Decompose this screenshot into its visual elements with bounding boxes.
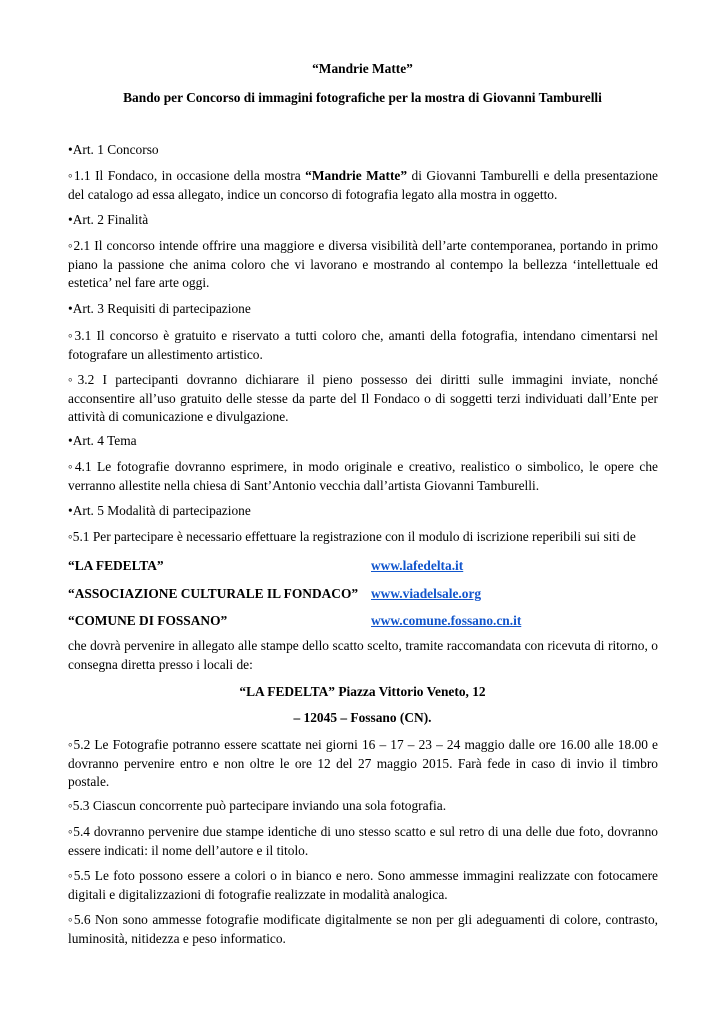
link-comune-fossano[interactable]: www.comune.fossano.cn.it [371,613,522,628]
art2-heading: •Art. 2 Finalità [68,212,149,227]
exhibition-name: “Mandrie Matte” [305,168,408,183]
document-subtitle: Bando per Concorso di immagini fotografiche per la mostra di Giovanni Tamburelli [123,90,602,105]
art5-paragraph-2: ◦5.2 Le Fotografie potranno essere scattate nei giorni 16 – 17 – 23 – 24 maggio dalle ore 16.00 alle 18.00 e dovranno pervenire entro e non oltre le ore 12 del 27 maggio 2015. Farà fede in caso di invio il timbro postale. [68,737,658,790]
art5-paragraph-1-continued: che dovrà pervenire in allegato alle stampe dello scatto scelto, tramite raccomandata con ricevuta di ritorno, o consegna diretta presso i locali de: [68,638,658,672]
address-line-2: – 12045 – Fossano (CN). [293,710,432,725]
link-viadelsale[interactable]: www.viadelsale.org [371,586,482,601]
link-lafedelta[interactable]: www.lafedelta.it [371,558,464,573]
art1-p1-text: ◦1.1 Il Fondaco, in occasione della mostra [68,168,306,183]
art5-paragraph-4: ◦5.4 dovranno pervenire due stampe identiche di uno stesso scatto e sul retro di una delle due foto, dovranno essere indicati: il nome dell’autore e il titolo. [68,824,658,858]
art1-paragraph-1 [68,167,658,204]
art3-paragraph-2: ◦3.2 I partecipanti dovranno dichiarare il pieno possesso dei diritti sulle immagini inviate, nonché acconsentire all’uso gratuito delle stesse da parte del Il Fondaco o di soggetti terzi individuati dall’Ente per attività di comunicazione e divulgazione. [68,372,658,425]
art1-p1-text-cont: di Giovanni Tamburelli e della presentazione del catalogo ad essa allegato, indice un concorso di fotografia legato alla mostra in oggetto. [68,168,658,202]
address-line-1: “LA FEDELTA” Piazza Vittorio Veneto, 12 [239,684,486,699]
art5-paragraph-1: ◦5.1 Per partecipare è necessario effettuare la registrazione con il modulo di iscrizione reperibili sui siti de [68,529,636,544]
art3-heading: •Art. 3 Requisiti di partecipazione [68,301,251,316]
art4-heading: •Art. 4 Tema [68,433,137,448]
org-name-fondaco: “ASSOCIAZIONE CULTURALE IL FONDACO” [68,586,359,601]
art5-paragraph-3: ◦5.3 Ciascun concorrente può partecipare inviando una sola fotografia. [68,798,447,813]
art5-heading: •Art. 5 Modalità di partecipazione [68,503,251,518]
org-name-la-fedelta: “LA FEDELTA” [68,558,164,573]
document-title: “Mandrie Matte” [312,61,413,76]
art1-heading: •Art. 1 Concorso [68,142,159,157]
art4-paragraph-1: ◦4.1 Le fotografie dovranno esprimere, in modo originale e creativo, realistico o simbolico, le opere che verranno allestite nella chiesa di Sant’Antonio vecchia dall’artista Giovanni Tamburelli. [68,459,658,493]
org-name-comune-fossano: “COMUNE DI FOSSANO” [68,613,228,628]
art2-paragraph-1: ◦2.1 Il concorso intende offrire una maggiore e diversa visibilità dell’arte contemporanea, portando in primo piano la passione che anima coloro che vi lavorano e mostrando al contempo la bellezza ‘intellettuale ed estetica’ nel fare arte oggi. [68,238,658,291]
art5-paragraph-5: ◦5.5 Le foto possono essere a colori o in bianco e nero. Sono ammesse immagini realizzate con fotocamere digitali e digitalizzazioni di fotografie realizzate in modalità analogica. [68,868,658,902]
art3-paragraph-1: ◦3.1 Il concorso è gratuito e riservato a tutti coloro che, amanti della fotografia, intendano cimentarsi nel fotografare un allestimento artistico. [68,328,658,362]
art5-paragraph-6: ◦5.6 Non sono ammesse fotografie modificate digitalmente se non per gli adeguamenti di colore, contrasto, luminosità, nitidezza e peso informatico. [68,912,658,946]
